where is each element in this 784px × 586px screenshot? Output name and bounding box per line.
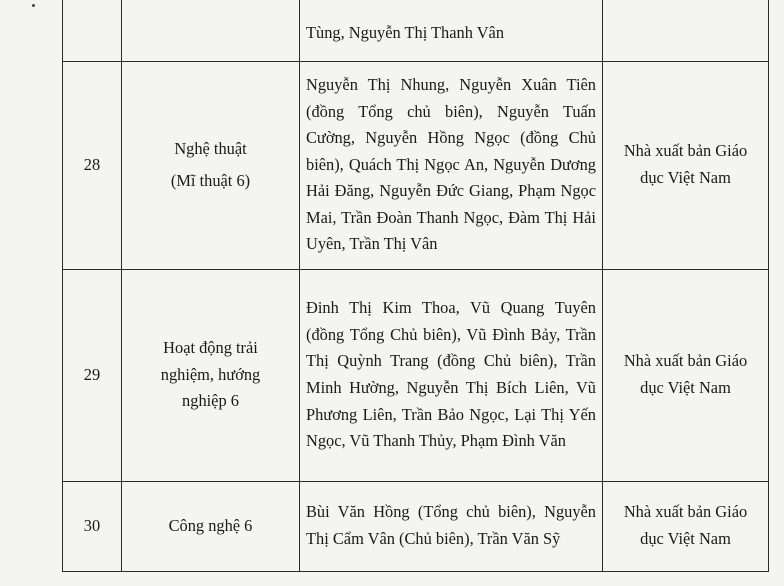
authors-cell: [300, 61, 603, 269]
row-number: 28: [63, 61, 122, 269]
publisher-cell: [603, 269, 769, 481]
row-number: 30: [63, 481, 122, 571]
subject-cell: [122, 0, 300, 61]
textbook-table: [62, 0, 769, 572]
scan-mark: [32, 4, 35, 7]
subject-line: nghiệp 6: [182, 391, 239, 411]
authors-text: Tùng, Nguyễn Thị Thanh Vân: [306, 23, 505, 42]
table-row: [63, 269, 769, 481]
authors-cell: [300, 269, 603, 481]
authors-text: Nguyễn Thị Nhung, Nguyễn Xuân Tiên (đồng Tổng chủ biên), Nguyễn Tuấn Cường, Nguyễn Hồng Ngọc (đồng Chủ biên), Quách Thị Ngọc An, Nguyễn Dương Hải Đăng, Nguyễn Đức Giang, Phạm Ngọc Mai, Trần Đoàn Thanh Ngọc, Đàm Thị Hải Uyên, Trần Thị Vân: [306, 74, 596, 254]
authors-text: Bùi Văn Hồng (Tổng chủ biên), Nguyễn Thị Cẩm Vân (Chủ biên), Trần Văn Sỹ: [306, 502, 596, 548]
table-row: [63, 61, 769, 269]
subject-cell: [122, 481, 300, 571]
publisher-line: Nhà xuất bản Giáo: [623, 502, 748, 522]
authors-cell: [300, 0, 603, 61]
table-row: [63, 0, 769, 61]
publisher-line: dục Việt Nam: [640, 168, 731, 187]
subject-line: Nghệ thuật: [174, 139, 247, 158]
subject-cell: [122, 61, 300, 269]
subject-line: (Mĩ thuật 6): [170, 171, 251, 190]
subject-line: Hoạt động trải: [163, 338, 258, 358]
subject-line: nghiệm, hướng: [160, 364, 261, 384]
subject-line: Công nghệ 6: [168, 515, 253, 535]
publisher-line: Nhà xuất bản Giáo: [623, 351, 748, 371]
row-number: [63, 0, 122, 61]
publisher-line: Nhà xuất bản Giáo: [623, 141, 748, 161]
row-number: 29: [63, 269, 122, 481]
table-row: [63, 481, 769, 571]
publisher-cell: [603, 0, 769, 61]
authors-text: Đinh Thị Kim Thoa, Vũ Quang Tuyên (đồng Tổng Chủ biên), Vũ Đình Bảy, Trần Thị Quỳnh Trang (đồng Chủ biên), Trần Minh Hường, Nguyễn Thị Bích Liên, Vũ Phương Liên, Trần Bảo Ngọc, Lại Thị Yến Ngọc, Vũ Thanh Thủy, Phạm Đình Văn: [306, 298, 596, 451]
publisher-cell: [603, 481, 769, 571]
subject-cell: [122, 269, 300, 481]
publisher-line: dục Việt Nam: [640, 378, 731, 397]
publisher-line: dục Việt Nam: [640, 529, 731, 548]
publisher-cell: [603, 61, 769, 269]
authors-cell: [300, 481, 603, 571]
